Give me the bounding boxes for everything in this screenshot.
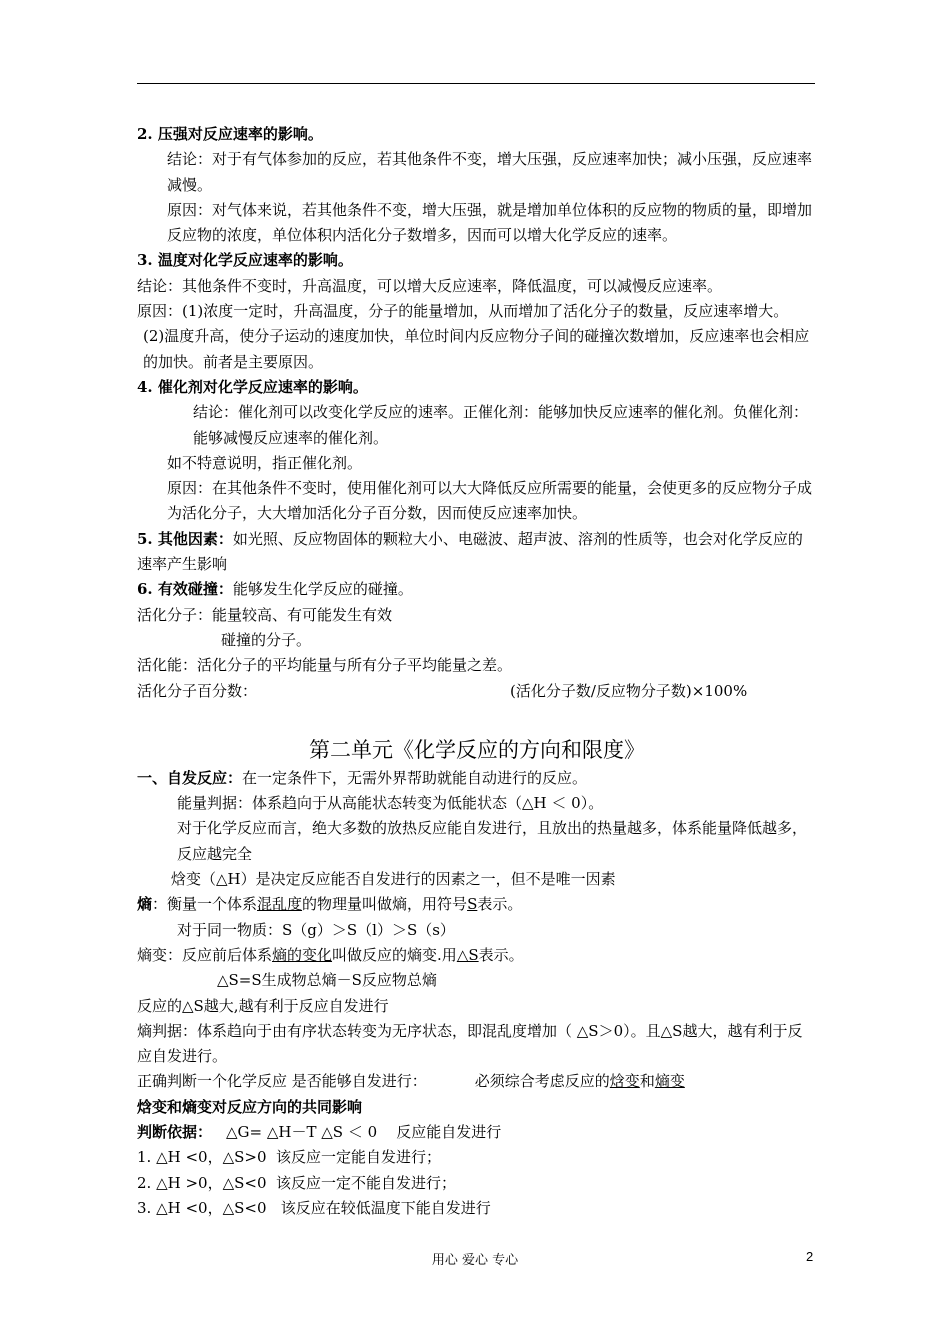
sec2-heading: 2. 压强对反应速率的影响。	[137, 125, 323, 143]
case-2: 2. △H >0，△S<0 该反应一定不能自发进行；	[137, 1173, 457, 1192]
spontaneous-heading: 一、自发反应：	[137, 768, 243, 787]
basis-heading: 判断依据：	[137, 1122, 213, 1141]
activated-percent-line	[137, 679, 817, 704]
sec5-text: 如光照、反应物固体的颗粒大小、电磁波、超声波、溶剂的性质等，也会对化学反应的速率产生影响	[137, 529, 803, 574]
energy-criterion: 能量判据：体系趋向于从高能状态转变为低能状态（△H ＜ 0）。	[177, 794, 604, 813]
entropy-change-text-b: 叫做反应的熵变.用	[332, 945, 457, 964]
entropy-term: 熵	[137, 895, 153, 914]
sec4-heading: 4. 催化剂对化学反应速率的影响。	[137, 377, 368, 396]
entropy-text-c: 表示。	[477, 895, 523, 914]
entropy-change-underlined: 熵的变化	[272, 945, 333, 964]
combined-influence-heading: 焓变和熵变对反应方向的共同影响	[137, 1097, 363, 1116]
header-rule	[137, 83, 815, 84]
sec2-conclusion: 结论：对于有气体参加的反应，若其他条件不变，增大压强，反应速率加快；减小压强，反应速率减慢。	[167, 150, 813, 194]
sec3-conclusion: 结论：其他条件不变时，升高温度，可以增大反应速率，降低温度，可以减慢反应速率。	[137, 276, 723, 295]
judgement-text-a: 正确判断一个化学反应 是否能够自发进行：	[137, 1072, 427, 1091]
activated-molecule-line1: 活化分子：能量较高、有可能发生有效	[137, 605, 393, 624]
entropy-definition	[137, 892, 817, 917]
sec4-conclusion: 结论：催化剂可以改变化学反应的速率。正催化剂：能够加快反应速率的催化剂。负催化剂：能够减慢反应速率的催化剂。	[193, 403, 809, 447]
sec3-reason1: 原因：(1)浓度一定时，升高温度，分子的能量增加，从而增加了活化分子的数量，反应速率增大。	[137, 302, 789, 321]
sec4-reason: 原因：在其他条件不变时，使用催化剂可以大大降低反应所需要的能量，会使更多的反应物分子成为活化分子，大大增加活化分子百分数，因而使反应速率加快。	[167, 479, 813, 523]
activated-percent-label: 活化分子百分数：	[137, 681, 258, 700]
entropy-text-a: ：衡量一个体系	[152, 895, 258, 914]
sec4-note: 如不特意说明，指正催化剂。	[167, 453, 363, 472]
sec6-text: 能够发生化学反应的碰撞。	[232, 580, 413, 599]
entropy-change-text-c: 表示。	[478, 945, 524, 964]
case-3: 3. △H <0，△S<0 该反应在较低温度下能自发进行	[137, 1198, 491, 1217]
sec6-heading: 6. 有效碰撞：	[137, 580, 233, 599]
judgement-entropy: 熵变	[654, 1072, 685, 1091]
activated-percent-formula: (活化分子数/反应物分子数)×100%	[510, 681, 748, 700]
enthalpy-note: 焓变（△H）是决定反应能否自发进行的因素之一，但不是唯一因素	[171, 870, 616, 889]
larger-delta-s: 反应的△S越大,越有利于反应自发进行	[137, 996, 389, 1015]
activated-molecule-line2: 碰撞的分子。	[221, 630, 312, 649]
delta-s-symbol: △S	[456, 945, 479, 964]
page-content	[137, 122, 817, 1221]
judgement-text-c: 和	[639, 1072, 655, 1091]
sec2-reason: 原因：对气体来说，若其他条件不变，增大压强，就是增加单位体积的反应物的物质的量，即增加反应物的浓度，单位体积内活化分子数增多，因而可以增大化学反应的速率。	[167, 200, 813, 245]
same-substance-order: 对于同一物质：S（g）＞S（l）＞S（s）	[177, 920, 455, 939]
sec3-reason2: (2)温度升高，使分子运动的速度加快，单位时间内反应物分子间的碰撞次数增加，反应速率也会相应的加快。前者是主要原因。	[143, 327, 810, 371]
sec5-paragraph	[137, 527, 817, 578]
case-1: 1. △H <0，△S>0 该反应一定能自发进行；	[137, 1148, 442, 1167]
sec6-paragraph	[137, 577, 817, 602]
entropy-text-b: 的物理量叫做熵，用符号	[302, 895, 468, 914]
basis-formula: △G= △H－T △S ＜ 0 反应能自发进行	[226, 1122, 502, 1141]
activation-energy: 活化能：活化分子的平均能量与所有分子平均能量之差。	[137, 656, 513, 675]
delta-s-formula: △S=S生成物总熵－S反应物总熵	[217, 971, 437, 990]
judgement-text-b: 必须综合考虑反应的	[474, 1072, 610, 1091]
entropy-symbol: S	[467, 895, 478, 914]
entropy-change-text-a: 熵变：反应前后体系	[137, 945, 273, 964]
entropy-change-definition	[137, 943, 817, 968]
exothermic-note: 对于化学反应而言，绝大多数的放热反应能自发进行，且放出的热量越多，体系能量降低越多，反应越完全	[177, 819, 808, 863]
sec3-heading: 3. 温度对化学反应速率的影响。	[137, 251, 353, 270]
spontaneous-paragraph	[137, 766, 817, 791]
spontaneous-text: 在一定条件下，无需外界帮助就能自动进行的反应。	[242, 768, 588, 787]
basis-line	[137, 1120, 817, 1145]
page-number: 2	[806, 1249, 814, 1264]
sec5-heading: 5. 其他因素：	[137, 529, 233, 548]
judgement-line	[137, 1069, 817, 1094]
unit2-title: 第二单元《化学反应的方向和限度》	[309, 737, 645, 762]
entropy-criterion: 熵判据：体系趋向于由有序状态转变为无序状态，即混乱度增加（ △S＞0）。且△S越大，越有利于反应自发进行。	[137, 1021, 803, 1066]
judgement-enthalpy: 焓变	[609, 1072, 640, 1091]
footer-motto: 用心 爱心 专心	[431, 1253, 519, 1268]
entropy-disorder: 混乱度	[257, 895, 303, 914]
